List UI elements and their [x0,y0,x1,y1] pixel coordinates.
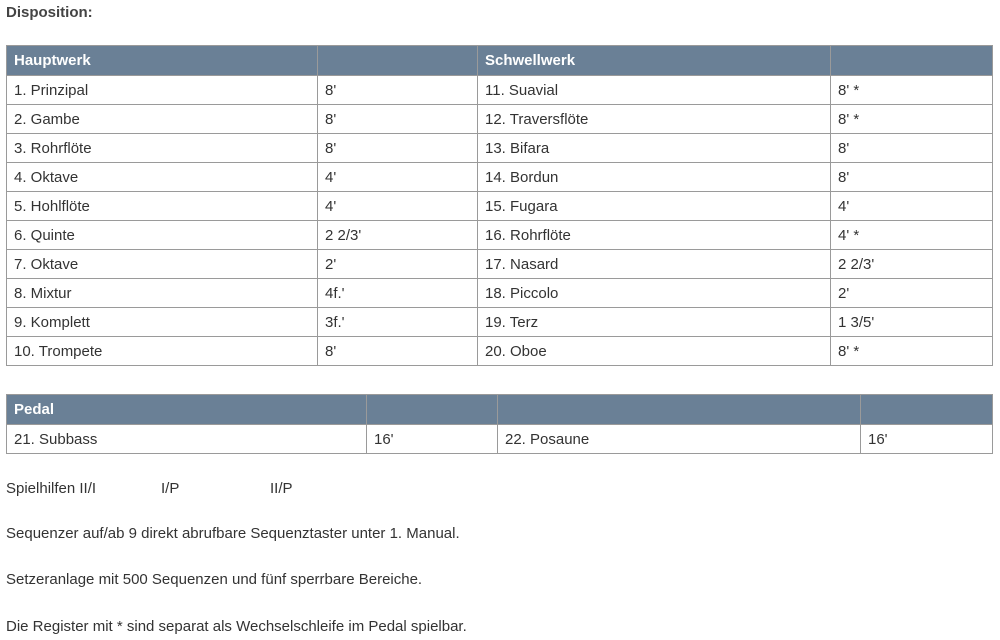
stop-name-cell: 14. Bordun [478,163,831,192]
table-header-row [7,46,993,76]
coupler-ii-p: II/P [270,480,293,497]
stop-name-cell: 6. Quinte [7,221,318,250]
stop-pitch-cell: 2' [831,279,993,308]
table-row [7,134,993,163]
table-header-row [7,395,993,425]
stop-pitch-cell: 2' [318,250,478,279]
coupler-i-p: I/P [161,480,180,497]
table-row [7,192,993,221]
table-row [7,163,993,192]
stop-name-cell: 11. Suavial [478,76,831,105]
stop-pitch-cell: 4f.' [318,279,478,308]
stop-name-cell: 16. Rohrflöte [478,221,831,250]
stop-name-cell: 17. Nasard [478,250,831,279]
playing-aids-line [6,480,293,497]
combination-system-note: Setzeranlage mit 500 Sequenzen und fünf sperrbare Bereiche. [6,571,423,588]
playing-aids-label: Spielhilfen II/I [6,480,97,497]
stop-name-cell: 12. Traversflöte [478,105,831,134]
stop-pitch-cell: 8' [318,337,478,366]
manuals-stop-table [6,45,993,366]
stop-pitch-cell: 8' [318,76,478,105]
stop-name-cell: 2. Gambe [7,105,318,134]
stop-pitch-cell: 8' * [831,337,993,366]
stop-name-cell: 4. Oktave [7,163,318,192]
stop-pitch-cell: 8' * [831,105,993,134]
stop-name-cell: 10. Trompete [7,337,318,366]
header-empty [831,46,993,76]
header-hauptwerk: Hauptwerk [7,46,318,76]
table-row [7,279,993,308]
manuals-table-body [7,76,993,366]
stop-name-cell: 7. Oktave [7,250,318,279]
stop-name-cell: 21. Subbass [7,425,367,454]
header-empty [318,46,478,76]
table-row [7,76,993,105]
header-schwellwerk: Schwellwerk [478,46,831,76]
stop-pitch-cell: 4' [318,192,478,221]
header-empty [861,395,993,425]
table-row [7,105,993,134]
table-row [7,425,993,454]
page-heading: Disposition: [6,4,93,21]
stop-name-cell: 1. Prinzipal [7,76,318,105]
stop-pitch-cell: 16' [861,425,993,454]
stop-pitch-cell: 8' * [831,76,993,105]
stop-pitch-cell: 8' [831,163,993,192]
asterisk-note: Die Register mit * sind separat als Wechselschleife im Pedal spielbar. [6,618,467,635]
stop-pitch-cell: 4' [318,163,478,192]
stop-pitch-cell: 4' [831,192,993,221]
stop-pitch-cell: 8' [318,105,478,134]
stop-name-cell: 20. Oboe [478,337,831,366]
stop-pitch-cell: 2 2/3' [318,221,478,250]
stop-name-cell: 3. Rohrflöte [7,134,318,163]
pedal-stop-table [6,394,993,454]
stop-pitch-cell: 16' [367,425,498,454]
sequencer-note: Sequenzer auf/ab 9 direkt abrufbare Sequenztaster unter 1. Manual. [6,525,460,542]
stop-name-cell: 22. Posaune [498,425,861,454]
stop-name-cell: 15. Fugara [478,192,831,221]
table-row [7,308,993,337]
header-empty [367,395,498,425]
table-row [7,337,993,366]
stop-pitch-cell: 8' [831,134,993,163]
stop-pitch-cell: 3f.' [318,308,478,337]
stop-pitch-cell: 4' * [831,221,993,250]
header-empty [498,395,861,425]
table-row [7,250,993,279]
stop-name-cell: 9. Komplett [7,308,318,337]
stop-pitch-cell: 1 3/5' [831,308,993,337]
stop-name-cell: 18. Piccolo [478,279,831,308]
stop-name-cell: 13. Bifara [478,134,831,163]
pedal-table-body [7,425,993,454]
stop-name-cell: 19. Terz [478,308,831,337]
stop-pitch-cell: 8' [318,134,478,163]
header-pedal: Pedal [7,395,367,425]
table-row [7,221,993,250]
stop-name-cell: 8. Mixtur [7,279,318,308]
stop-name-cell: 5. Hohlflöte [7,192,318,221]
stop-pitch-cell: 2 2/3' [831,250,993,279]
